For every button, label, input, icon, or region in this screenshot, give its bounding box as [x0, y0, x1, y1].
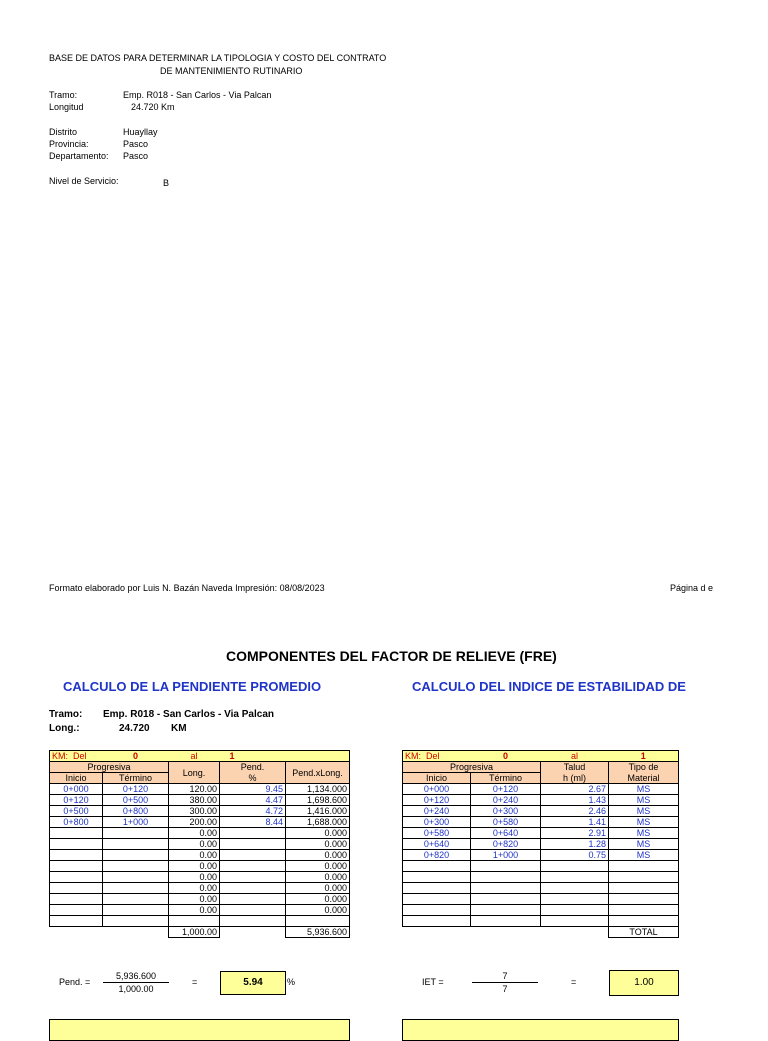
row-talud-h: [541, 916, 609, 927]
table-row: [50, 861, 350, 872]
right-section-title: CALCULO DEL INDICE DE ESTABILIDAD DE: [412, 679, 686, 694]
row-long: 0.00: [169, 861, 220, 872]
row-material: MS: [609, 839, 679, 850]
section-main-title: COMPONENTES DEL FACTOR DE RELIEVE (FRE): [226, 648, 557, 664]
row-pend: 9.45: [220, 784, 286, 795]
row-talud-h: 1.41: [541, 817, 609, 828]
pend-formula-label: Pend. =: [59, 977, 91, 987]
row-long: [169, 916, 220, 927]
row-pend: 4.47: [220, 795, 286, 806]
row-talud-h: 0.75: [541, 850, 609, 861]
footer-credit: Formato elaborado por Luis N. Bazán Naveda Impresión: 08/08/2023: [49, 583, 325, 593]
iet-denominator: 7: [502, 984, 508, 994]
table-row: [50, 916, 350, 927]
row-termino: 0+800: [103, 806, 169, 817]
row-termino: 0+820: [471, 839, 541, 850]
table-row: [403, 894, 679, 905]
row-talud-h: [541, 905, 609, 916]
pend-denominator: 1,000.00: [118, 984, 154, 994]
right-header-talud: Talud: [541, 762, 609, 773]
iet-numerator: 7: [502, 971, 508, 981]
table-row: [403, 916, 679, 927]
km-al-value: 1: [220, 751, 286, 762]
row-termino: 1+000: [103, 817, 169, 828]
row-inicio: [50, 883, 103, 894]
table-row: [50, 905, 350, 916]
row-pendxlong: 1,698.600: [286, 795, 350, 806]
row-termino: 0+640: [471, 828, 541, 839]
row-material: [609, 883, 679, 894]
row-pend: [220, 894, 286, 905]
row-talud-h: 2.91: [541, 828, 609, 839]
right-header-termino: Término: [471, 773, 541, 784]
left-section-title: CALCULO DE LA PENDIENTE PROMEDIO: [63, 679, 322, 694]
row-inicio: [403, 883, 471, 894]
km-label: KM: Del: [50, 751, 103, 762]
row-pendxlong: 0.000: [286, 828, 350, 839]
row-termino: 0+120: [471, 784, 541, 795]
right-header-progresiva: Progresiva: [403, 762, 541, 773]
pend-equals: =: [192, 977, 198, 987]
row-talud-h: 1.43: [541, 795, 609, 806]
row-long: 0.00: [169, 894, 220, 905]
distrito-value: Huayllay: [123, 127, 158, 137]
row-inicio: [50, 850, 103, 861]
iet-formula-label: IET =: [422, 977, 444, 987]
provincia-label: Provincia:: [49, 139, 89, 149]
row-talud-h: [541, 894, 609, 905]
nivel-value: B: [163, 178, 170, 188]
row-long: 380.00: [169, 795, 220, 806]
second-long-unit: KM: [171, 723, 187, 734]
second-tramo-label: Tramo:: [49, 709, 83, 720]
row-termino: [471, 916, 541, 927]
row-inicio: [50, 905, 103, 916]
row-termino: 0+240: [471, 795, 541, 806]
row-long: 0.00: [169, 850, 220, 861]
iet-fraction-line: [472, 982, 538, 983]
right-header-material: Material: [609, 773, 679, 784]
row-inicio: [403, 916, 471, 927]
table-row: [50, 817, 350, 828]
provincia-value: Pasco: [123, 139, 149, 149]
row-pendxlong: 0.000: [286, 850, 350, 861]
pend-numerator: 5,936.600: [115, 971, 157, 981]
header-long: Long.: [169, 762, 220, 784]
row-termino: [103, 916, 169, 927]
right-km-al-value: 1: [609, 751, 679, 762]
table-row: [403, 883, 679, 894]
left-bottom-box: [49, 1019, 350, 1041]
row-pendxlong: 0.000: [286, 839, 350, 850]
second-long-value: 24.720: [119, 723, 150, 734]
row-termino: 0+120: [103, 784, 169, 795]
departamento-label: Departamento:: [49, 151, 109, 161]
pend-unit: %: [287, 977, 296, 987]
table-row: [50, 828, 350, 839]
tramo-label: Tramo:: [49, 90, 78, 100]
second-long-label: Long.:: [49, 723, 80, 734]
table-row: [403, 850, 679, 861]
table-row: [403, 839, 679, 850]
row-pend: [220, 828, 286, 839]
table-row: [403, 806, 679, 817]
row-termino: [103, 905, 169, 916]
row-talud-h: 2.46: [541, 806, 609, 817]
row-pend: [220, 883, 286, 894]
nivel-label: Nivel de Servicio:: [49, 176, 119, 186]
row-termino: [103, 828, 169, 839]
row-termino: [471, 883, 541, 894]
tramo-value: Emp. R018 - San Carlos - Via Palcan: [123, 90, 272, 100]
row-long: 0.00: [169, 872, 220, 883]
table-row: [403, 905, 679, 916]
row-material: [609, 894, 679, 905]
row-pend: [220, 905, 286, 916]
row-pend: [220, 850, 286, 861]
row-pendxlong: 0.000: [286, 883, 350, 894]
right-km-del-value: 0: [471, 751, 541, 762]
row-talud-h: 2.67: [541, 784, 609, 795]
row-long: 300.00: [169, 806, 220, 817]
row-material: [609, 905, 679, 916]
row-pendxlong: [286, 916, 350, 927]
row-termino: [471, 872, 541, 883]
row-inicio: [50, 894, 103, 905]
table-row: [50, 850, 350, 861]
row-pend: 4.72: [220, 806, 286, 817]
row-pendxlong: 1,688.000: [286, 817, 350, 828]
row-inicio: 0+800: [50, 817, 103, 828]
row-pendxlong: 0.000: [286, 894, 350, 905]
row-pendxlong: 1,134.000: [286, 784, 350, 795]
km-al-label: al: [169, 751, 220, 762]
row-inicio: 0+820: [403, 850, 471, 861]
table-row: [50, 872, 350, 883]
right-km-al-label: al: [541, 751, 609, 762]
table-row: [403, 817, 679, 828]
row-inicio: 0+300: [403, 817, 471, 828]
row-termino: [103, 872, 169, 883]
footer-page: Página d e: [670, 583, 714, 593]
row-termino: 0+580: [471, 817, 541, 828]
row-material: MS: [609, 817, 679, 828]
header-termino: Término: [103, 773, 169, 784]
row-termino: 1+000: [471, 850, 541, 861]
departamento-value: Pasco: [123, 151, 149, 161]
row-material: MS: [609, 795, 679, 806]
header-pend: Pend.: [220, 762, 286, 773]
row-pend: [220, 872, 286, 883]
row-pend: [220, 916, 286, 927]
row-termino: [103, 883, 169, 894]
row-inicio: [50, 828, 103, 839]
row-material: [609, 872, 679, 883]
pendiente-table: [49, 750, 350, 938]
row-pendxlong: 0.000: [286, 872, 350, 883]
row-inicio: 0+000: [403, 784, 471, 795]
km-del-value: 0: [103, 751, 169, 762]
row-material: [609, 861, 679, 872]
row-talud-h: [541, 872, 609, 883]
table-row: [403, 784, 679, 795]
row-material: MS: [609, 806, 679, 817]
total-long: 1,000.00: [169, 927, 220, 938]
row-pend: [220, 861, 286, 872]
table-row: [50, 883, 350, 894]
row-inicio: 0+120: [403, 795, 471, 806]
doc-title-line1: BASE DE DATOS PARA DETERMINAR LA TIPOLOGIA Y COSTO DEL CONTRATO: [49, 53, 387, 63]
row-termino: [103, 894, 169, 905]
right-header-inicio: Inicio: [403, 773, 471, 784]
longitud-value: 24.720 Km: [131, 102, 175, 112]
estabilidad-table: [402, 750, 679, 938]
second-tramo-value: Emp. R018 - San Carlos - Via Palcan: [103, 709, 274, 720]
row-inicio: [50, 916, 103, 927]
table-row: [403, 861, 679, 872]
row-termino: [471, 861, 541, 872]
right-header-tipo: Tipo de: [609, 762, 679, 773]
header-pendxlong: Pend.xLong.: [286, 762, 350, 784]
row-inicio: 0+640: [403, 839, 471, 850]
row-inicio: [403, 861, 471, 872]
row-pendxlong: 1,416.000: [286, 806, 350, 817]
row-inicio: [403, 872, 471, 883]
pend-result: 5.94: [220, 971, 286, 995]
table-row: [403, 828, 679, 839]
row-talud-h: [541, 861, 609, 872]
row-long: 0.00: [169, 883, 220, 894]
iet-result: 1.00: [609, 970, 679, 996]
header-progresiva: Progresiva: [50, 762, 169, 773]
row-termino: [471, 905, 541, 916]
total-pendxlong: 5,936.600: [286, 927, 350, 938]
row-long: 200.00: [169, 817, 220, 828]
table-row: [50, 784, 350, 795]
row-termino: 0+300: [471, 806, 541, 817]
row-pendxlong: 0.000: [286, 905, 350, 916]
table-row: [50, 894, 350, 905]
row-pendxlong: 0.000: [286, 861, 350, 872]
longitud-label: Longitud: [49, 102, 84, 112]
row-termino: [103, 839, 169, 850]
row-inicio: 0+240: [403, 806, 471, 817]
row-inicio: [403, 905, 471, 916]
row-material: MS: [609, 828, 679, 839]
row-material: [609, 916, 679, 927]
right-bottom-box: [402, 1019, 679, 1041]
table-row: [403, 872, 679, 883]
pend-fraction-line: [103, 982, 169, 983]
row-long: 0.00: [169, 905, 220, 916]
row-inicio: 0+580: [403, 828, 471, 839]
row-pend: [220, 839, 286, 850]
row-termino: [103, 861, 169, 872]
table-row: [403, 795, 679, 806]
row-inicio: 0+000: [50, 784, 103, 795]
table-row: [50, 839, 350, 850]
row-long: 120.00: [169, 784, 220, 795]
row-inicio: [50, 839, 103, 850]
row-pend: 8.44: [220, 817, 286, 828]
right-km-label: KM: Del: [403, 751, 471, 762]
table-row: [50, 795, 350, 806]
row-termino: [103, 850, 169, 861]
row-material: MS: [609, 850, 679, 861]
row-talud-h: [541, 883, 609, 894]
right-total-label: TOTAL: [609, 927, 679, 938]
row-inicio: 0+120: [50, 795, 103, 806]
row-termino: [471, 894, 541, 905]
right-header-hml: h (ml): [541, 773, 609, 784]
row-inicio: [403, 894, 471, 905]
row-termino: 0+500: [103, 795, 169, 806]
row-inicio: [50, 872, 103, 883]
row-inicio: [50, 861, 103, 872]
doc-title-line2: DE MANTENIMIENTO RUTINARIO: [160, 66, 303, 76]
iet-equals: =: [571, 977, 577, 987]
header-inicio: Inicio: [50, 773, 103, 784]
row-long: 0.00: [169, 828, 220, 839]
header-pct: %: [220, 773, 286, 784]
distrito-label: Distrito: [49, 127, 78, 137]
row-long: 0.00: [169, 839, 220, 850]
row-talud-h: 1.28: [541, 839, 609, 850]
row-material: MS: [609, 784, 679, 795]
table-row: [50, 806, 350, 817]
row-inicio: 0+500: [50, 806, 103, 817]
